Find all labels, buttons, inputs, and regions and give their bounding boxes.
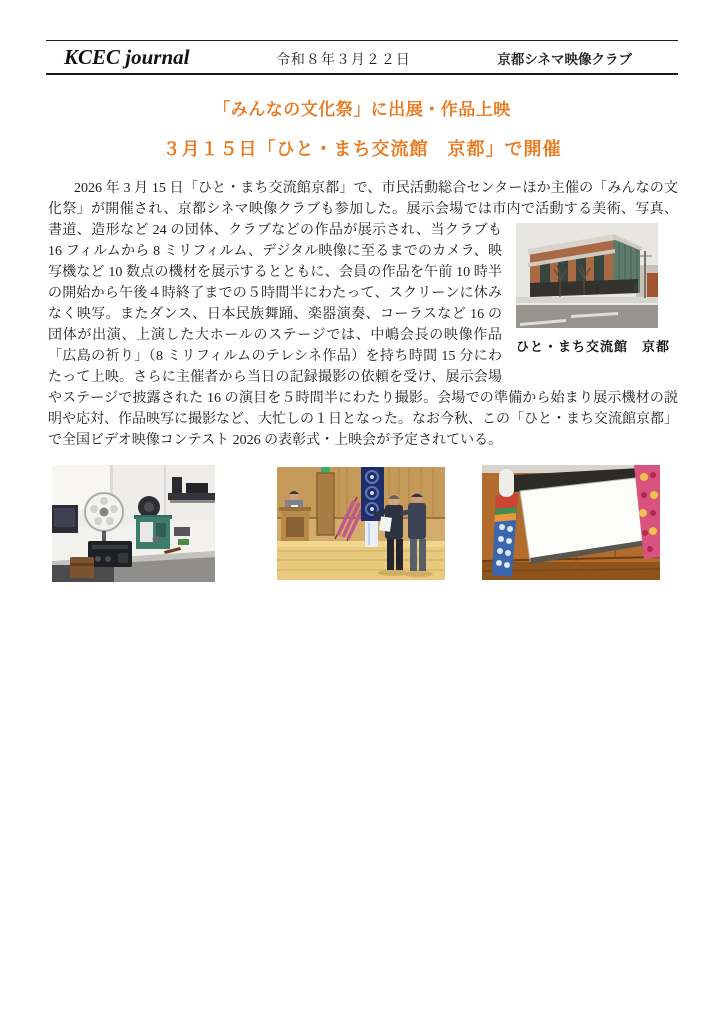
paragraph-intro: 2026 年 3 月 15 日「ひと・まち交流館京都」で、市民活動総合センターほか主催の「みんなの文化祭」が開催され、京都シネマ映像クラブも参加した。展示会場では市内で活動する美術、写真、 xyxy=(48,181,678,217)
headline-line1: 「みんなの文化祭」に出展・作品上映 xyxy=(213,100,511,119)
screen-photo xyxy=(482,465,660,580)
journal-header xyxy=(46,40,678,75)
venue-photo xyxy=(516,223,658,328)
venue-figure xyxy=(516,223,671,357)
venue-caption: ひと・まち交流館 京都 xyxy=(516,339,671,354)
issue-date: 令和８年３月２２日 xyxy=(275,53,411,68)
header-row xyxy=(46,41,678,73)
photo-row xyxy=(52,465,724,582)
header-bottom-rule xyxy=(46,73,678,75)
stage-photo xyxy=(277,467,445,580)
organization-name: 京都シネマ映像クラブ xyxy=(497,52,632,67)
article-body xyxy=(48,178,678,451)
headline-line2: ３月１５日「ひと・まち交流館 京都」で開催 xyxy=(162,139,562,159)
journal-title: KCEC journal xyxy=(64,45,190,69)
equipment-photo xyxy=(52,465,215,582)
paragraph-rest: 書道、造形など 24 の団体、クラブなどの作品が展示され、当クラブも 16 フィルムから 8 ミリフィルム、デジタル映像に至るまでのカメラ、映写機など 10 数点の機材を展示するとともに、会員の作品を午前 10 時半の開始から午後４時終了までの５時間半にわたって、スクリーンに休みなく映写。またダンス、日本民族舞踊、楽器演奏、コーラスなど 16 の団体が出演、上演した大ホールのステージでは、中嶋会長の映像作品「広島の祈り」（8 ミリフィルムのテレシネ作品）を持ち時間 15 分にわたって上映。さらに主催者から当日の記録撮影の依頼を受け、展示会場やステージで披露された 16 の演目を５時間半にわたり撮影。会場での準備から始まり展示機材の説明や応対、作品映写に撮影など、大忙しの１日となった。なお今秋、この「ひと・まち交流館京都」で全国ビデオ映像コンテスト 2026 の表彰式・上映会が予定されている。 xyxy=(48,223,678,448)
